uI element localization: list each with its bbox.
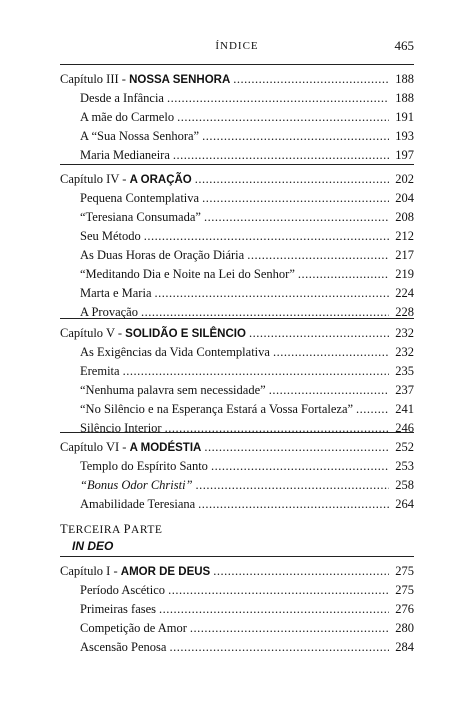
section-rule [60,318,414,319]
entry-label: Seu Método [80,229,141,243]
entry-label: A Provação [80,305,138,319]
entry-label: “Meditando Dia e Noite na Lei do Senhor” [80,267,295,281]
entry-label: Primeiras fases [80,602,157,616]
chapter-prefix: Capítulo I - [60,564,121,578]
chapter-title: A MODÉSTIA [129,442,202,454]
toc-entry-row[interactable] [60,476,414,495]
leader-dots [190,619,389,638]
entry-label: As Exigências da Vida Contemplativa [80,345,270,359]
entry-page: 204 [395,191,414,205]
leader-dots [202,189,389,208]
leader-dots [198,495,389,514]
toc-entry-row[interactable] [60,146,414,165]
toc-entry-row[interactable] [60,265,414,284]
toc-entry-row[interactable] [60,638,414,657]
leader-dots [167,89,389,108]
running-header [60,38,414,54]
section-rule [60,64,414,65]
leader-dots [204,208,389,227]
chapter-page: 188 [395,72,414,86]
chapter-prefix: Capítulo VI - [60,440,130,454]
toc-entry-row[interactable] [60,127,414,146]
leader-dots [249,324,389,343]
leader-dots [169,638,389,657]
entry-label: Maria Medianeira [80,148,170,162]
entry-page: 193 [395,129,414,143]
entry-label: “No Silêncio e na Esperança Estará a Vossa Fortaleza” [80,402,354,416]
entry-label: Desde a Infância [80,91,164,105]
toc-entry-row[interactable] [60,381,414,400]
chapter-page: 232 [395,326,414,340]
entry-label: Templo do Espírito Santo [80,459,208,473]
chapter-prefix: Capítulo III - [60,72,130,86]
part-heading [60,522,162,553]
entry-label: A mãe do Carmelo [80,110,175,124]
toc-entry-row[interactable] [60,581,414,600]
toc-entry-row[interactable] [60,227,414,246]
chapter-title: SOLIDÃO E SILÊNCIO [125,328,246,340]
entry-page: 284 [395,640,414,654]
toc-section-chapter-3 [60,64,414,165]
leader-dots [204,438,389,457]
section-rule [60,164,414,165]
toc-entry-row[interactable] [60,89,414,108]
running-title: ÍNDICE [215,40,259,52]
entry-label: Marta e Maria [80,286,152,300]
toc-entry-row[interactable] [60,108,414,127]
entry-label: As Duas Horas de Oração Diária [80,248,245,262]
leader-dots [195,170,389,189]
toc-chapter-row[interactable] [60,70,414,89]
entry-page: 208 [395,210,414,224]
toc-entry-row[interactable] [60,457,414,476]
entry-page: 253 [395,459,414,473]
entry-label: “Bonus Odor Christi” [80,478,193,492]
entry-page: 241 [395,402,414,416]
entry-label: “Teresiana Consumada” [80,210,201,224]
toc-chapter-row[interactable] [60,438,414,457]
section-rule [60,556,414,557]
toc-entry-row[interactable] [60,619,414,638]
leader-dots [298,265,389,284]
leader-dots [159,600,389,619]
entry-page: 228 [395,305,414,319]
toc-section-chapter-5 [60,318,414,438]
entry-page: 224 [395,286,414,300]
entry-label: Eremita [80,364,120,378]
toc-entry-row[interactable] [60,495,414,514]
toc-entry-row[interactable] [60,600,414,619]
leader-dots [177,108,389,127]
entry-page: 219 [395,267,414,281]
entry-page: 258 [395,478,414,492]
toc-entry-row[interactable] [60,189,414,208]
toc-chapter-row[interactable] [60,324,414,343]
chapter-page: 202 [395,172,414,186]
leader-dots [123,362,389,381]
toc-entry-row[interactable] [60,284,414,303]
chapter-prefix: Capítulo IV - [60,172,130,186]
leader-dots [213,562,389,581]
entry-page: 212 [395,229,414,243]
toc-chapter-row[interactable] [60,170,414,189]
entry-page: 191 [395,110,414,124]
leader-dots [356,400,389,419]
leader-dots [211,457,389,476]
leader-dots [173,146,389,165]
toc-section-chapter-4 [60,164,414,322]
chapter-prefix: Capítulo V - [60,326,126,340]
toc-entry-row[interactable] [60,246,414,265]
entry-page: 246 [395,421,414,435]
leader-dots [247,246,389,265]
entry-page: 235 [395,364,414,378]
leader-dots [196,476,389,495]
page-number: 465 [394,38,414,53]
entry-page: 232 [395,345,414,359]
entry-page: 276 [395,602,414,616]
leader-dots [269,381,389,400]
chapter-title: NOSSA SENHORA [129,74,231,86]
section-rule [60,432,414,433]
toc-entry-row[interactable] [60,362,414,381]
leader-dots [144,227,389,246]
leader-dots [202,127,389,146]
leader-dots [233,70,389,89]
entry-label: Período Ascético [80,583,166,597]
leader-dots [155,284,390,303]
entry-page: 280 [395,621,414,635]
entry-label: “Nenhuma palavra sem necessidade” [80,383,266,397]
toc-entry-row[interactable] [60,400,414,419]
chapter-title: AMOR DE DEUS [120,566,211,578]
entry-label: Competição de Amor [80,621,187,635]
entry-page: 188 [395,91,414,105]
part-subtitle: IN DEO [72,539,114,553]
toc-section-part3-chapter-1 [60,556,414,657]
chapter-page: 275 [395,564,414,578]
chapter-title: A ORAÇÃO [129,174,192,186]
part-label: TERCEIRA PARTE [60,522,163,536]
entry-page: 264 [395,497,414,511]
entry-page: 197 [395,148,414,162]
entry-label: Pequena Contemplativa [80,191,200,205]
toc-section-chapter-6 [60,432,414,514]
entry-page: 237 [395,383,414,397]
leader-dots [273,343,389,362]
entry-page: 275 [395,583,414,597]
leader-dots [168,581,389,600]
entry-label: Silêncio Interior [80,421,162,435]
entry-label: Amabilidade Teresiana [80,497,196,511]
entry-label: A “Sua Nossa Senhora” [80,129,200,143]
toc-chapter-row[interactable] [60,562,414,581]
toc-entry-row[interactable] [60,343,414,362]
toc-entry-row[interactable] [60,208,414,227]
entry-label: Ascensão Penosa [80,640,167,654]
chapter-page: 252 [395,440,414,454]
entry-page: 217 [395,248,414,262]
